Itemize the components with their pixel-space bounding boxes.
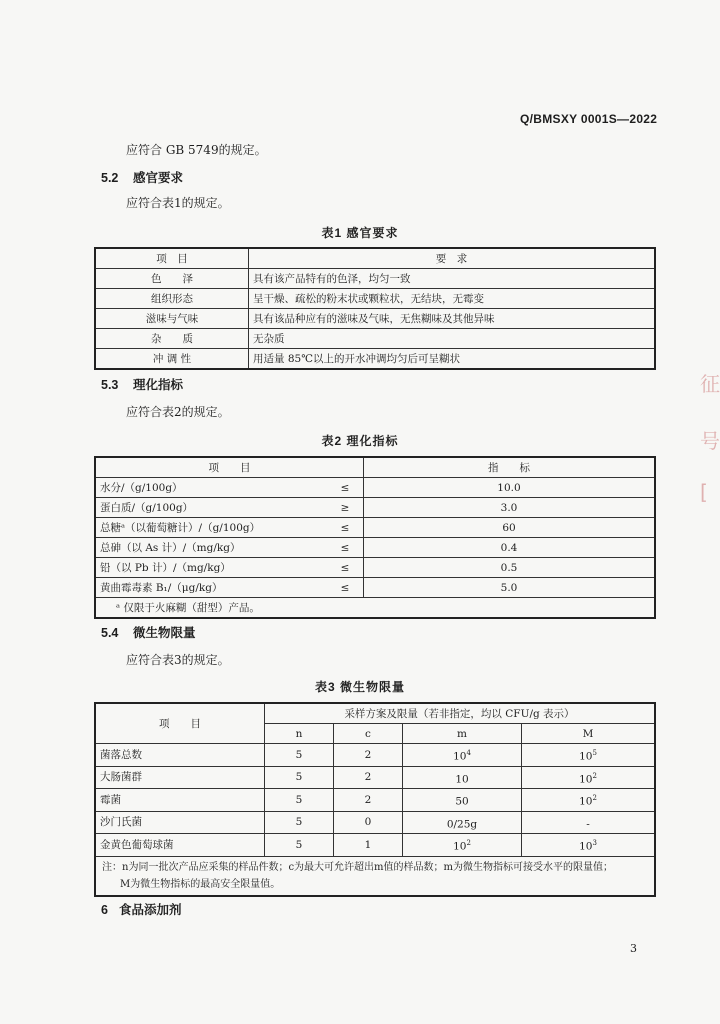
table3-note-line2: M为微生物指标的最高安全限量值。 — [120, 878, 281, 890]
table3-m — [403, 834, 522, 857]
table3-M-base: 10 — [579, 795, 593, 808]
table3-n: 5 — [265, 834, 334, 857]
table2-head-index: 指 标 — [364, 457, 656, 478]
document-number: Q/BMSXY 0001S—2022 — [520, 112, 658, 126]
table3-M — [522, 811, 656, 834]
table3-m-base: 50 — [455, 795, 469, 808]
table2-operator: ≥ — [327, 498, 364, 518]
table3-col-c: c — [334, 724, 403, 744]
table1-head-requirement: 要 求 — [249, 248, 656, 269]
table3-m-base: 10 — [453, 840, 467, 853]
section-5-2-heading — [101, 168, 183, 186]
section-number: 6 — [101, 903, 108, 917]
table3-c: 2 — [334, 766, 403, 789]
section-number: 5.2 — [101, 171, 119, 185]
table3-c: 2 — [334, 789, 403, 812]
table-row — [95, 518, 655, 538]
table3-m — [403, 766, 522, 789]
table1-requirement: 用适量 85℃以上的开水冲调均匀后可呈糊状 — [249, 349, 656, 370]
section-5-4-heading — [101, 623, 196, 641]
seal-stamp-fragment: 号 — [700, 429, 720, 453]
table3-col-m: m — [403, 724, 522, 744]
table2-value: 0.4 — [364, 538, 656, 558]
table-row — [95, 834, 655, 857]
table3-c: 2 — [334, 744, 403, 767]
table2-operator: ≤ — [327, 558, 364, 578]
section-title: 微生物限量 — [133, 626, 196, 640]
table3-caption: 表3 微生物限量 — [314, 680, 405, 694]
table1-requirement: 具有该产品特有的色泽，均匀一致 — [249, 269, 656, 289]
table3-m-exponent: 4 — [466, 749, 471, 757]
table1-item: 色 泽 — [95, 269, 249, 289]
section-6-heading — [101, 900, 182, 918]
table1-caption: 表1 感官要求 — [321, 226, 399, 240]
table3-M-exponent: 2 — [592, 794, 597, 802]
table-row — [95, 558, 655, 578]
table3-m-base: 10 — [453, 750, 467, 763]
seal-stamp-fragment: [ — [700, 480, 708, 504]
table-row — [95, 498, 655, 518]
microbial-limits-table — [94, 702, 656, 897]
table2-item: 总糖ᵃ（以葡萄糖计）/（g/100g） — [95, 518, 327, 538]
table2-item: 水分/（g/100g） — [95, 478, 327, 498]
table3-M-exponent: 2 — [592, 771, 597, 780]
table2-footnote: ᵃ 仅限于火麻糊（甜型）产品。 — [95, 598, 655, 619]
table2-item: 铅（以 Pb 计）/（mg/kg） — [95, 558, 327, 578]
table-row — [95, 538, 655, 558]
page-number: 3 — [630, 942, 637, 955]
table-row — [95, 578, 655, 598]
section-title: 理化指标 — [133, 378, 184, 392]
table3-item: 大肠菌群 — [95, 766, 265, 789]
table1-item: 滋味与气味 — [95, 309, 249, 329]
table3-head-plan: 采样方案及限量（若非指定，均以 CFU/g 表示） — [265, 703, 656, 724]
table-row — [95, 309, 655, 329]
table1-item: 组织形态 — [95, 289, 249, 309]
table3-m-base: 10 — [455, 773, 469, 785]
table3-m — [403, 744, 522, 767]
table3-M — [522, 789, 656, 812]
table3-col-M: M — [522, 724, 656, 744]
section-5-2-text: 应符合表1的规定。 — [126, 196, 230, 210]
table1-requirement: 具有该品种应有的滋味及气味，无焦糊味及其他异味 — [249, 309, 656, 329]
table3-col-n: n — [265, 724, 334, 744]
table2-item: 总砷（以 As 计）/（mg/kg） — [95, 538, 327, 558]
table-row — [95, 811, 655, 834]
section-number: 5.4 — [101, 626, 119, 640]
section-title: 食品添加剂 — [119, 903, 182, 917]
physicochemical-table — [94, 456, 656, 619]
table2-value: 3.0 — [364, 498, 656, 518]
table3-m-base: 0/25g — [446, 818, 478, 830]
table3-c: 1 — [334, 834, 403, 857]
table3-item: 菌落总数 — [95, 744, 265, 767]
table-row — [95, 766, 655, 789]
table2-operator: ≤ — [327, 478, 364, 498]
table-row — [95, 744, 655, 767]
table3-note — [95, 856, 655, 896]
table3-n: 5 — [265, 744, 334, 767]
table-row — [95, 789, 655, 812]
table3-m-exponent: 2 — [466, 839, 471, 847]
table3-n: 5 — [265, 811, 334, 834]
table3-m — [403, 789, 522, 812]
table2-operator: ≤ — [327, 518, 364, 538]
table3-M-base: 10 — [579, 840, 593, 853]
table2-head-item: 项 目 — [95, 457, 364, 478]
table3-M-base: 10 — [579, 750, 593, 763]
table1-requirement: 无杂质 — [249, 329, 656, 349]
table2-value: 0.5 — [364, 558, 656, 578]
table-row — [95, 329, 655, 349]
table-row — [95, 478, 655, 498]
table3-M — [522, 766, 656, 789]
table2-value: 10.0 — [364, 478, 656, 498]
section-5-3-heading — [101, 375, 183, 393]
table3-m — [403, 811, 522, 834]
table3-M-exponent: 3 — [592, 839, 597, 847]
table3-M — [522, 834, 656, 857]
table2-item: 蛋白质/（g/100g） — [95, 498, 327, 518]
sensory-table — [94, 247, 656, 370]
table3-item: 沙门氏菌 — [95, 811, 265, 834]
intro-text: 应符合 GB 5749的规定。 — [126, 143, 267, 157]
table3-M-base: 10 — [579, 773, 593, 785]
table3-head-item: 项 目 — [95, 703, 265, 744]
section-5-4-text: 应符合表3的规定。 — [126, 653, 230, 667]
table2-value: 60 — [364, 518, 656, 538]
table3-n: 5 — [265, 766, 334, 789]
table3-n: 5 — [265, 789, 334, 812]
table3-M-exponent: 5 — [592, 749, 597, 757]
table2-value: 5.0 — [364, 578, 656, 598]
section-number: 5.3 — [101, 378, 119, 392]
section-5-3-text: 应符合表2的规定。 — [126, 405, 230, 419]
table1-requirement: 呈干燥、疏松的粉末状或颗粒状，无结块，无霉变 — [249, 289, 656, 309]
section-title: 感官要求 — [133, 171, 184, 185]
table-row — [95, 349, 655, 370]
table1-item: 杂 质 — [95, 329, 249, 349]
table1-item: 冲 调 性 — [95, 349, 249, 370]
table3-item: 霉菌 — [95, 789, 265, 812]
table3-note-line1: 注：n为同一批次产品应采集的样品件数；c为最大可允许超出m值的样品数；m为微生物指标可接受水平的限量值； — [102, 861, 614, 873]
table-row — [95, 269, 655, 289]
seal-stamp-fragment: 征 — [700, 372, 720, 396]
table2-operator: ≤ — [327, 538, 364, 558]
table3-c: 0 — [334, 811, 403, 834]
table-row — [95, 289, 655, 309]
table3-M — [522, 744, 656, 767]
table2-item: 黄曲霉毒素 B₁/（μg/kg） — [95, 578, 327, 598]
table3-M-base: - — [586, 818, 590, 830]
table2-caption: 表2 理化指标 — [321, 434, 399, 448]
table3-item: 金黄色葡萄球菌 — [95, 834, 265, 857]
table1-head-item: 项 目 — [95, 248, 249, 269]
table2-operator: ≤ — [327, 578, 364, 598]
